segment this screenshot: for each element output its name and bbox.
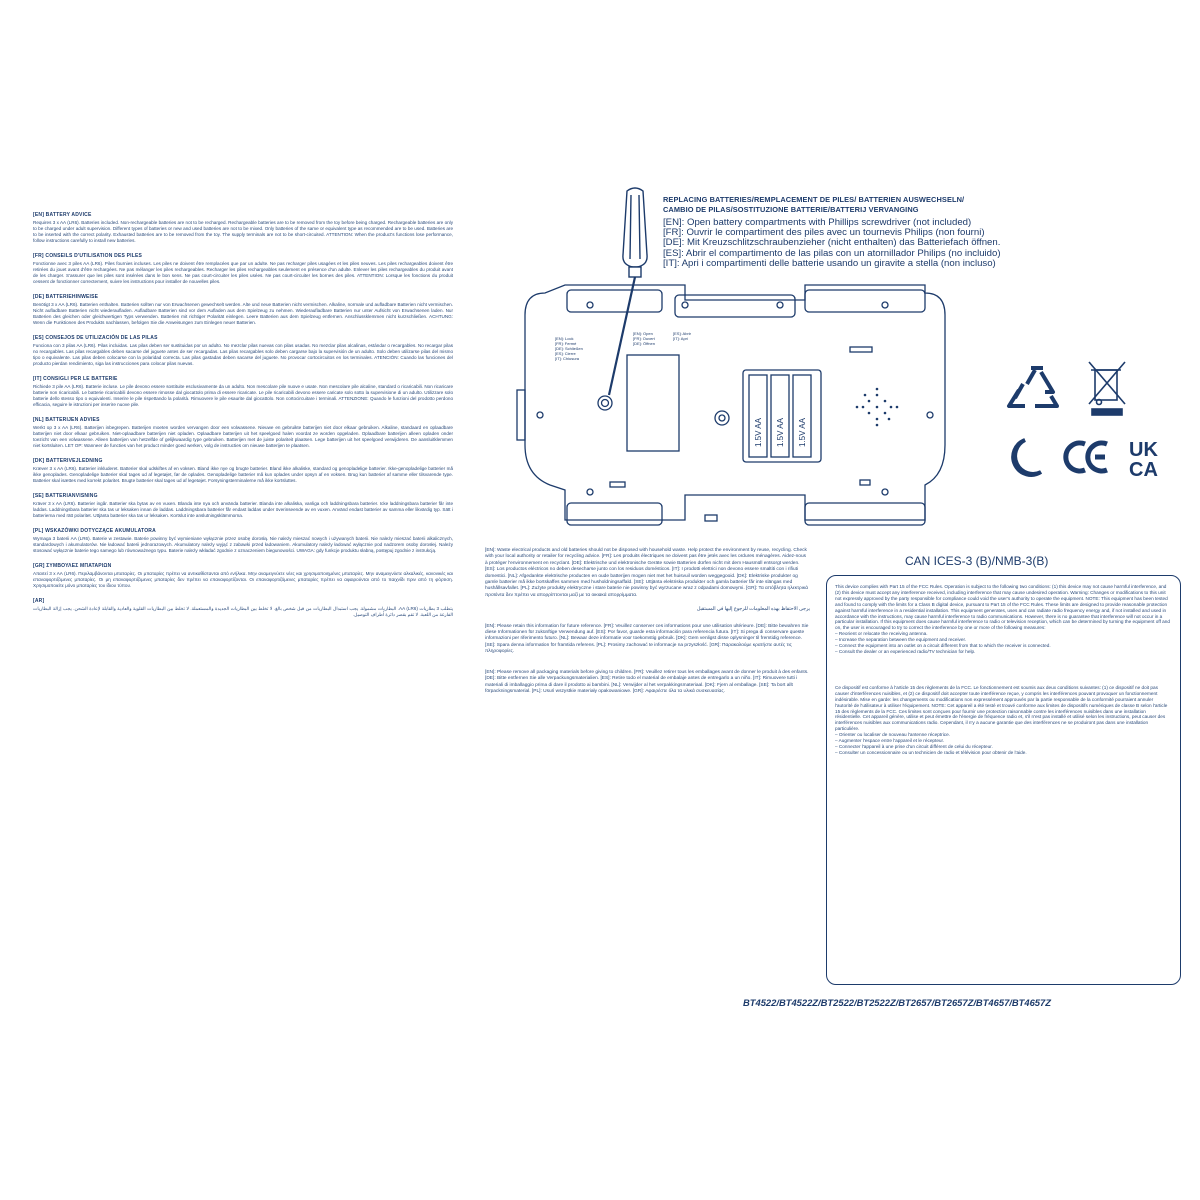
packaging-text: [EN]: Please remove all packaging materials before giving to children. [FR]: Veuillez retirer tous les emballages avant de donner le produit à des enfants. [DE]: Bitte entfernen Sie alle Verpackungsmaterialien. [ES]: Retire todo el material de embalaje antes de entregarlo a un niño. [IT]: Rimuovere tutti i materiali di imballaggio prima di dare il prodotto ai bambini. [NL]: Verwijder al het verpakkingsmateriaal. [DK]: Fjern al emballage. [SE]: Ta bort allt förpackningsmaterial. [PL]: Usuń wszystkie materiały opakowaniowe. [GR]: Αφαιρέστε όλα τα υλικά συσκευασίας. — [485, 669, 809, 694]
recycle-text: [EN]: Waste electrical products and old batteries should not be disposed with household waste. Help protect the environment by reuse, recycling. Check with your local authority or retailer for recycling advice. [FR]: Les produits électriques ne doivent pas être jetés avec les ordures ménagères. Aidez-nous à protéger l'environnement en recyclant. [DE]: Elektrische und elektronische Geräte sowie Batterien dürfen nicht mit dem Hausmüll entsorgt werden. [ES]: Los productos eléctricos no deben desecharse junto con los residuos domésticos. [IT]: I prodotti elettrici non devono essere smaltiti con i rifiuti domestici. [NL]: Afgedankte elektrische producten en oude batterijen mogen niet met het huisvuil worden weggegooid. [DK]: Elektriske produkter og gamle batterier må ikke bortskaffes sammen med husholdningsaffald. [SE]: Uttjänta elektriska produkter och gamla batterier får inte slängas med hushållsavfallet. [PL]: Zużyte produkty elektryczne i stare baterie nie powinny być wyrzucane wraz z odpadami domowymi. [GR]: Τα απόβλητα ηλεκτρικά προϊόντα δεν πρέπει να απορρίπτονται μαζί με τα οικιακά απορρίμματα. — [485, 548, 808, 598]
replacing-step: [DE]: Mit Kreuzschlitzschraubenzieher (nicht enthalten) das Batteriefach öffnen. — [663, 237, 1001, 249]
replacing-batteries-block — [663, 195, 1083, 269]
fcc-list-item: – Connecter l'appareil à une prise d'un circuit différent de celui du récepteur. — [835, 743, 993, 749]
fcc-english-text: This device complies with Part 15 of the FCC Rules. Operation is subject to the following two conditions: (1) this device may not cause harmful interference, and (2) this device must accept any interference received, including interference that may cause undesired operation. Warning: Changes or modifications to this unit not expressly approved by the party responsible for compliance could void the user's authority to operate the equipment. NOTE: This equipment has been tested and found to comply with the limits for a Class B digital device, pursuant to Part 15 of the FCC Rules. These limits are designed to provide reasonable protection against harmful interference in a residential installation. This equipment generates, uses and can radiate radio frequency energy and, if not installed and used in accordance with the instructions, may cause harmful interference to radio communications. However, there is no guarantee that interference will not occur in a particular installation. If this equipment does cause harmful interference to radio or television reception, which can be determined by turning the equipment off and on, the user is encouraged to try to correct the interference by one or more of the following measures: — [835, 584, 1171, 631]
can-ices-label: CAN ICES-3 (B)/NMB-3(B) — [905, 554, 1049, 568]
replacing-step: [IT]: Apri i compartimenti delle batterie usando un giravite a stella (non incluso) — [663, 257, 996, 269]
section-body: Wymaga 3 baterii AA (LR6). Baterie w zestawie. Baterie powinny być wymieniane wyłącznie przez osobę dorosłą. Nie należy mieszać nowych i używanych baterii. Nie należy mieszać baterii alkalicznych, standardowych i akumulatorów. Nie ładować baterii jednorazowych. Akumulatory należy wyjąć z zabawki przed ładowaniem. Akumulatory należy ładować wyłącznie pod nadzorem osoby dorosłej. Należy stosować wyłącznie baterie tego samego lub równoważnego typu. Baterie należy wkładać zgodnie z oznaczeniem biegunowości. UWAGA: gdy funkcje produktu słabną, postępuj zgodnie z instrukcją. — [33, 536, 453, 553]
section-body: يتطلب 3 بطاريات AA (LR6). البطاريات مشمولة. يجب استبدال البطاريات من قبل شخص بالغ. لا تخلط بين البطاريات الجديدة والمستعملة. لا تخلط بين البطاريات القلوية والعادية والقابلة لإعادة الشحن. يجب إزالة البطاريات الفارغة من اللعبة. لا تقم بقصر دائرة أطراف التوصيل. — [33, 606, 453, 617]
section-body: Kräver 3 x AA (LR6). Batterier ingår. Batterier ska bytas av en vuxen. Blanda inte nya och använda batterier. Blanda inte alkaliska, vanliga och laddningsbara batterier. Icke laddningsbara batterier får inte laddas. Laddningsbara batterier ska tas ur leksaken innan de laddas. Laddningsbara batterier får endast laddas under överinseende av en vuxen. Använd endast batterier av samma eller likvärdig typ. Sätt i batterierna med rätt polaritet. Uttjänta batterier ska tas ur leksaken. Kortslut inte anslutningsklämmorna. — [33, 501, 453, 518]
lock-open-label-line: [EN]: Open — [633, 331, 653, 336]
fcc-list-item: – Orienter ou localiser de nouveau l'antenne réceptrice. — [835, 732, 951, 738]
replacing-title-line2: CAMBIO DE PILAS/SOSTITUZIONE BATTERIE/BATTERIJ VERVANGING — [663, 205, 919, 214]
device-outline — [517, 285, 945, 525]
speaker-grille — [856, 388, 899, 427]
fcc-list-item: – Reorient or relocate the receiving antenna. — [835, 631, 928, 637]
lock-open-label-line: [EN]: Lock — [555, 336, 574, 341]
section-title: [NL] BATTERIJEN ADVIES — [33, 417, 100, 423]
fcc-list-item: – Consult the dealer or an experienced radio/TV technician for help. — [835, 648, 976, 654]
ukca-mark-icon — [1129, 439, 1158, 481]
middle-column — [485, 548, 810, 695]
replacing-step: [FR]: Ouvrir le compartiment des piles avec un tournevis Philips (non fourni) — [663, 227, 985, 239]
section-title: [GR] ΣΥΜΒΟΥΛΕΣ ΜΠΑΤΑΡΙΩΝ — [33, 563, 112, 569]
lock-open-label-line: [ES]: Abrir — [673, 331, 692, 336]
section-title: [FR] CONSEILS D'UTILISATION DES PILES — [33, 253, 143, 259]
lock-open-labels — [555, 331, 692, 361]
section-body: Απαιτεί 3 x AA (LR6). Περιλαμβάνονται μπαταρίες. Οι μπαταρίες πρέπει να αντικαθίστανται από ενήλικα. Μην αναμειγνύετε νέες και χρησιμοποιημένες μπαταρίες. Μην αναμειγνύετε αλκαλικές, κανονικές και επαναφορτιζόμενες μπαταρίες. Οι μη επαναφορτιζόμενες μπαταρίες δεν πρέπει να επαναφορτίζονται. Οι επαναφορτιζόμενες μπαταρίες πρέπει να αφαιρούνται από το παιχνίδι πριν από τη φόρτιση. Χρησιμοποιείτε μόνο μπαταρίες του ίδιου τύπου. — [33, 571, 453, 588]
lock-open-label-line: [FR]: Ouvert — [633, 336, 655, 341]
certification-icons — [995, 360, 1175, 490]
fcc-list-item: – Augmenter l'espace entre l'appareil et le récepteur. — [835, 738, 945, 744]
section-title: [SE] BATTERIANVISNING — [33, 493, 98, 499]
moon-logo-icon — [1013, 440, 1041, 475]
fcc-french-list — [835, 732, 1172, 756]
section-title: [ES] CONSEJOS DE UTILIZACIÓN DE LAS PILAS — [33, 335, 158, 341]
replacing-title-line1: REPLACING BATTERIES/REMPLACEMENT DE PILES/ BATTERIEN AUSWECHSELN/ — [663, 195, 965, 204]
replacing-steps — [663, 218, 1083, 269]
section-title: [DE] BATTERIEHINWEISE — [33, 294, 99, 300]
ce-mark-icon — [1066, 443, 1107, 471]
svg-text:CA: CA — [1129, 459, 1158, 481]
section-title: [DK] BATTERIVEJLEDNING — [33, 458, 103, 464]
lock-open-label-line: [DE]: Öffnen — [633, 341, 655, 346]
section-body: Requires 3 x AA (LR6). Batteries included. Non-rechargeable batteries are not to be recharged. Rechargeable batteries are to be removed from the toy before being charged. Rechargeable batteries are only to be charged under adult supervision. Different types of batteries or new and used batteries are not to be mixed. Only batteries of the same or equivalent type as recommended are to be used. Batteries are to be inserted with the correct polarity. Exhausted batteries are to be removed from the toy. The supply terminals are not to be short-circuited. ATTENTION: When the product's functions lose performance, follow instructions carefully to install new batteries. — [33, 220, 453, 243]
section-body: Richiede 3 pile AA (LR6). Batterie incluse. Le pile devono essere sostituite esclusivamente da un adulto. Non mescolare pile nuove e usate. Non mescolare pile alcaline, standard o ricaricabili. Non ricaricare batterie non ricaricabili. Le batterie ricaricabili devono essere rimosse dal giocattolo prima di essere ricaricate. Le pile ricaricabili devono essere caricate solo sotto la supervisione di un adulto. Utilizzare solo batterie dello stesso tipo o equivalenti. Inserire le pile rispettando la polarità. Rimuovere le pile esaurite dal giocattolo. Non cortocircuitare i terminali. ATTENZIONE: Quando le funzioni del prodotto perdono efficacia, seguire le istruzioni per inserire nuove pile. — [33, 384, 453, 407]
section-body: Benötigt 3 x AA (LR6). Batterien enthalten. Batterien sollten nur von Erwachsenen gewechselt werden. Alte und neue Batterien nicht vermischen. Alkaline, normale und aufladbare Batterien nicht vermischen. Nicht aufladbare Batterien nicht wiederaufladen. Aufladbare Batterien sind vor dem Aufladen aus dem Spielzeug zu nehmen. Wiederaufladbare Batterien nur unter Aufsicht von Erwachsenen laden. Nur Batterien des gleichen oder gleichwertigen Typs verwenden. Batterien mit richtiger Polarität einlegen. Leere Batterien aus dem Spielzeug entfernen. Anschlussklemmen nicht kurzschließen. ACHTUNG: Wenn die Funktionen des Produkts nachlassen, befolgen Sie die Anweisungen zum Einlegen neuer Batterien. — [33, 302, 453, 325]
svg-text:UK: UK — [1129, 439, 1158, 461]
retain-text: [EN]: Please retain this information for future reference. [FR]: Veuillez conserver ces informations pour une utilisation ultérieure. [DE]: Bitte bewahren Sie diese Informationen für zukünftige Verwendung auf. [ES]: Por favor, guarde esta información para referencia futura. [IT]: Si prega di conservare queste informazioni per riferimento futuro. [NL]: Bewaar deze informatie voor toekomstig gebruik. [DK]: Gem venligst disse oplysninger til fremtidig reference. [SE]: Spara denna information för framtida referens. [PL]: Prosimy zachować te informacje na przyszłość. [GR]: Παρακαλούμε κρατήστε αυτές τις πληροφορίες. — [485, 623, 809, 655]
battery-label: 1.5V AA — [776, 418, 785, 447]
fcc-list-item: – Increase the separation between the equipment and receiver. — [835, 637, 967, 643]
arabic-note: يرجى الاحتفاظ بهذه المعلومات للرجوع إليها في المستقبل — [696, 607, 810, 613]
fcc-statement-box — [826, 575, 1181, 985]
section-body: Funciona con 3 pilas AA (LR6). Pilas incluidas. Las pilas deben ser sustituidas por un adulto. No mezclar pilas nuevas con pilas usadas. No mezclar pilas alcalinas, estándar o recargables. No recargar pilas no recargables. Las pilas recargables deben sacarse del juguete antes de ser recargadas. Las pilas recargables solo deben cargarse bajo la supervisión de un adulto. Solo deben utilizarse pilas del mismo tipo o equivalente. Las pilas deben colocarse con la polaridad correcta. Las pilas gastadas deben sacarse del juguete. No provocar cortocircuitos en los terminales. ATENCIÓN: Cuando las funciones del producto pierdan rendimiento, siga las instrucciones para colocar pilas nuevas. — [33, 343, 453, 366]
fcc-english-list — [835, 631, 1172, 655]
battery-labels — [754, 417, 807, 447]
section-title: [EN] BATTERY ADVICE — [33, 212, 92, 218]
replacing-step: [ES]: Abrir el compartimento de las pilas con un atornillador Philips (no incluido) — [663, 247, 1001, 259]
section-title: [AR] — [33, 598, 45, 604]
lock-open-label-line: [IT]: Chiusura — [555, 356, 580, 361]
model-numbers: BT4522/BT4522Z/BT2522/BT2522Z/BT2657/BT2657Z/BT4657/BT4657Z — [743, 997, 1051, 1008]
battery-label: 1.5V AA — [754, 418, 763, 447]
replacing-step: [EN]: Open battery compartments with Phillips screwdriver (not included) — [663, 217, 972, 228]
crossed-bin-icon — [1089, 362, 1125, 415]
fcc-french-text: Ce dispositif est conforme à l'article 15 des règlements de la FCC. Le fonctionnement est soumis aux deux conditions suivantes: (1) ce dispositif ne doit pas causer d'interférences nuisibles, et (2) ce dispositif doit accepter toute interférence reçue, y compris les interférences pouvant provoquer un fonctionnement indésirable. Mise en garde: les changements ou modifications non expressément approuvés par la partie responsable de la conformité pourraient annuler l'autorité de l'utilisateur à utiliser l'équipement. NOTE: Cet appareil a été testé et trouvé conforme aux limites de dispositifs numériques de classe B selon l'article 15 des règlements de la FCC. Ces limites sont conçues pour fournir une protection raisonnable contre les interférences nuisibles dans une installation résidentielle. Cet appareil génère, utilise et peut émettre de l'énergie de fréquence radio et, s'il n'est pas installé et utilisé selon les instructions, peut causer des interférences nuisibles aux communications radio. Cependant, il n'y a aucune garantie que des interférences ne se produiront pas dans une installation particulière. — [835, 684, 1168, 732]
lock-open-label — [633, 331, 656, 346]
left-column — [33, 212, 453, 627]
section-title: [IT] CONSIGLI PER LE BATTERIE — [33, 376, 118, 382]
section-title: [PL] WSKAZÓWKI DOTYCZĄCE AKUMULATORA — [33, 528, 156, 534]
battery-advice-sections — [33, 212, 453, 618]
section-body: Fonctionne avec 3 piles AA (LR6). Piles fournies incluses. Les piles ne doivent être remplacées que par un adulte. Ne pas recharger piles usagées et les piles neuves. Les piles rechargeables doivent être retirées du jouet avant d'être rechargées. Ne pas mélanger les piles rechargeables. Recharger les piles rechargeables seulement en présence d'un adulte. Enlever les piles rechargeables du produit avant de les charger. S'assurer que les piles sont insérées dans le bon sens. Ne pas court-circuiter les piles usées. Ne pas court-circuiter les bornes des piles. ATTENTION: Lorsque les fonctions du produit cessent de fonctionner correctement, suivre les instructions pour installer de nouvelles piles. — [33, 261, 453, 284]
lock-open-label-line: [FR]: Fermé — [555, 341, 577, 346]
battery-label: 1.5V AA — [798, 418, 807, 447]
lock-open-label-line: [ES]: Cierre — [555, 351, 576, 356]
section-body: Kræver 3 x AA (LR6). Batterier inkluderet. Batterier skal udskiftes af en voksen. Bland ikke nye og brugte batterier. Bland ikke alkaliske, standard og genopladelige batterier. Ikke-genopladelige batterier må ikke genoplades. Genopladelige batterier skal tages ud af legetøjet, før de oplades. Genopladelige batterier må kun oplades under opsyn af en voksen. Brug kun batterier af samme eller tilsvarende type. Batterier skal isættes med korrekt polaritet. Brugte batterier skal tages ud af legetøjet. Forsyningsterminalerne må ikke kortsluttes. — [33, 466, 453, 483]
lock-open-label-line: [DE]: Schließen — [555, 346, 583, 351]
icons-svg — [995, 360, 1175, 490]
recycle-icon — [1009, 368, 1057, 406]
screwdriver-icon — [609, 188, 647, 395]
lock-open-label — [555, 336, 583, 361]
lock-open-label-line: [IT]: Apri — [673, 336, 688, 341]
lock-open-label — [673, 331, 692, 341]
fcc-list-item: – Consulter un concessionnaire ou un technicien de radio et télévision pour obtenir de l'aide. — [835, 749, 1027, 755]
section-body: Werkt op 3 x AA (LR6). Batterijen inbegrepen. Batterijen moeten worden vervangen door een volwassene. Nieuwe en gebruikte batterijen niet door elkaar gebruiken. Alkaline, standaard en oplaadbare batterijen niet door elkaar gebruiken. Niet-oplaadbare batterijen niet opladen. Oplaadbare batterijen uit het speelgoed halen voordat ze worden opgeladen. Oplaadbare batterijen alleen opladen onder toezicht van een volwassene. Alleen batterijen van hetzelfde of gelijkwaardig type gebruiken. Batterijen met de juiste polariteit plaatsen. Lege batterijen uit het speelgoed verwijderen. De aansluitklemmen niet kortsluiten. LET OP: Wanneer de functies van het product minder goed werken, volg de instructies om nieuwe batterijen te plaatsen. — [33, 425, 453, 448]
fcc-list-item: – Connect the equipment into an outlet on a circuit different from that to which the receiver is connected. — [835, 643, 1051, 649]
